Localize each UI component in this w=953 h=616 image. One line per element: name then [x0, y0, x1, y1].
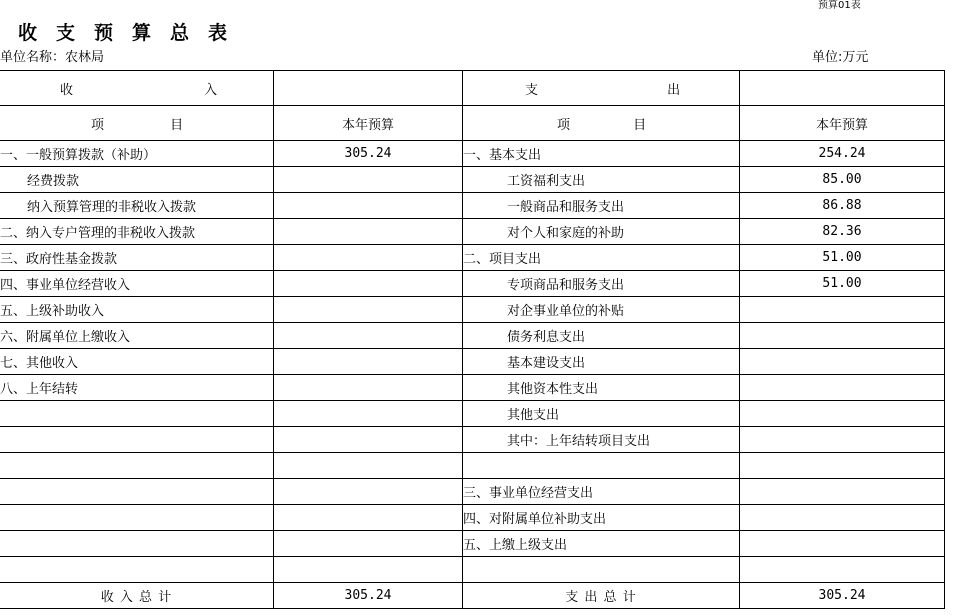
table-row	[0, 271, 945, 297]
unit-name-label: 单位名称：农林局	[0, 50, 105, 65]
budget-table	[0, 70, 945, 609]
totals-row	[0, 583, 945, 609]
expense-item	[463, 453, 740, 479]
income-item	[0, 453, 274, 479]
table-row	[0, 297, 945, 323]
expense-item: 一、基本支出	[463, 141, 740, 167]
expense-value	[740, 505, 945, 531]
expense-item-left: 项	[557, 117, 571, 133]
income-item-left: 项	[91, 117, 105, 133]
income-item	[0, 505, 274, 531]
expense-item: 对个人和家庭的补助	[463, 219, 740, 245]
income-item-header	[0, 106, 274, 141]
expense-budget-header: 本年预算	[740, 106, 945, 141]
income-total-value: 305.24	[274, 583, 463, 609]
income-item	[0, 557, 274, 583]
expense-item: 三、事业单位经营支出	[463, 479, 740, 505]
expense-item: 其中：上年结转项目支出	[463, 427, 740, 453]
income-value	[274, 271, 463, 297]
income-value	[274, 219, 463, 245]
income-header-left: 收	[60, 82, 74, 98]
expense-item: 专项商品和服务支出	[463, 271, 740, 297]
expense-value	[740, 375, 945, 401]
table-row	[0, 531, 945, 557]
income-item-right: 目	[170, 117, 184, 133]
expense-header-blank	[740, 71, 945, 106]
income-value	[274, 401, 463, 427]
table-row	[0, 557, 945, 583]
table-row	[0, 401, 945, 427]
income-value	[274, 531, 463, 557]
income-item: 六、附属单位上缴收入	[0, 323, 274, 349]
table-row	[0, 219, 945, 245]
expense-item: 基本建设支出	[463, 349, 740, 375]
income-value	[274, 349, 463, 375]
expense-item-header	[463, 106, 740, 141]
table-row	[0, 323, 945, 349]
expense-item: 二、项目支出	[463, 245, 740, 271]
expense-value: 254.24	[740, 141, 945, 167]
expense-value: 51.00	[740, 245, 945, 271]
table-row	[0, 245, 945, 271]
table-row	[0, 167, 945, 193]
expense-value: 82.36	[740, 219, 945, 245]
income-item	[0, 479, 274, 505]
expense-total-label: 支 出 总 计	[463, 583, 740, 609]
expense-item	[463, 557, 740, 583]
table-row	[0, 479, 945, 505]
expense-item: 对企事业单位的补贴	[463, 297, 740, 323]
table-row	[0, 193, 945, 219]
expense-value	[740, 557, 945, 583]
income-value	[274, 297, 463, 323]
expense-header	[463, 71, 740, 106]
income-value	[274, 167, 463, 193]
table-row	[0, 427, 945, 453]
expense-item: 五、上缴上级支出	[463, 531, 740, 557]
income-value	[274, 193, 463, 219]
income-value: 305.24	[274, 141, 463, 167]
expense-item: 四、对附属单位补助支出	[463, 505, 740, 531]
expense-value: 85.00	[740, 167, 945, 193]
income-header-right: 入	[204, 82, 218, 98]
currency-unit-label: 单位:万元	[812, 50, 869, 65]
expense-value	[740, 323, 945, 349]
expense-value	[740, 531, 945, 557]
expense-total-value: 305.24	[740, 583, 945, 609]
expense-item: 一般商品和服务支出	[463, 193, 740, 219]
income-budget-header: 本年预算	[274, 106, 463, 141]
income-value	[274, 505, 463, 531]
income-item: 一、一般预算拨款（补助）	[0, 141, 274, 167]
income-value	[274, 427, 463, 453]
income-total-label: 收 入 总 计	[0, 583, 274, 609]
income-item: 二、纳入专户管理的非税收入拨款	[0, 219, 274, 245]
income-value	[274, 375, 463, 401]
expense-item-right: 目	[633, 117, 647, 133]
expense-item: 工资福利支出	[463, 167, 740, 193]
header-row-columns	[0, 106, 945, 141]
expense-value: 51.00	[740, 271, 945, 297]
income-value	[274, 453, 463, 479]
expense-value	[740, 349, 945, 375]
table-row	[0, 453, 945, 479]
expense-item: 其他资本性支出	[463, 375, 740, 401]
income-value	[274, 479, 463, 505]
income-item: 五、上级补助收入	[0, 297, 274, 323]
page-title: 收支预算总表	[18, 22, 247, 44]
expense-value	[740, 453, 945, 479]
income-value	[274, 557, 463, 583]
table-row	[0, 505, 945, 531]
income-item: 四、事业单位经营收入	[0, 271, 274, 297]
table-row	[0, 375, 945, 401]
income-item	[0, 427, 274, 453]
expense-value	[740, 479, 945, 505]
expense-item: 债务利息支出	[463, 323, 740, 349]
expense-value	[740, 401, 945, 427]
expense-header-right: 出	[667, 82, 681, 98]
income-header-blank	[274, 71, 463, 106]
expense-item: 其他支出	[463, 401, 740, 427]
income-item	[0, 401, 274, 427]
expense-header-left: 支	[525, 82, 539, 98]
expense-value	[740, 297, 945, 323]
income-value	[274, 245, 463, 271]
income-item	[0, 531, 274, 557]
table-row	[0, 349, 945, 375]
form-number: 预算01表	[818, 0, 861, 11]
income-item: 七、其他收入	[0, 349, 274, 375]
income-item: 三、政府性基金拨款	[0, 245, 274, 271]
income-item: 纳入预算管理的非税收入拨款	[0, 193, 274, 219]
expense-value: 86.88	[740, 193, 945, 219]
income-item: 经费拨款	[0, 167, 274, 193]
income-value	[274, 323, 463, 349]
income-header	[0, 71, 274, 106]
header-row-category	[0, 71, 945, 106]
expense-value	[740, 427, 945, 453]
income-item: 八、上年结转	[0, 375, 274, 401]
table-row	[0, 141, 945, 167]
